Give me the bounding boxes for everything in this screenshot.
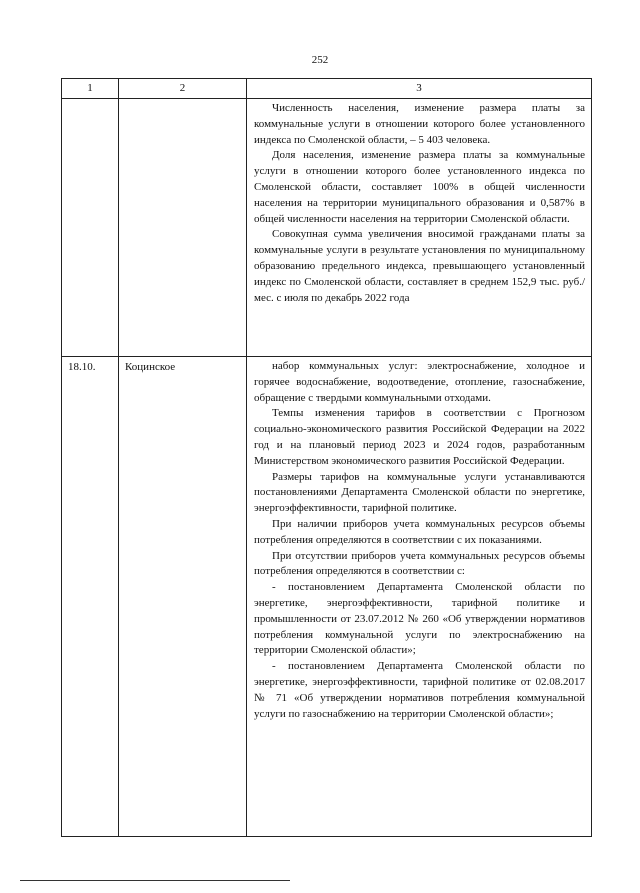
paragraph: Темпы изменения тарифов в соответствии с Прогнозом социально-экономического развития Российской Федерации на 2022 год и на плановый период 2023 и 2024 годов, разработанным Министерством экономического развития Российской Федерации. <box>254 407 585 467</box>
paragraph: При отсутствии приборов учета коммунальных ресурсов объемы потребления определяются в соответствии с: <box>254 549 585 578</box>
table-row <box>62 99 592 357</box>
row-name-cell <box>119 99 247 357</box>
column-header-3: 3 <box>247 79 592 99</box>
document-table <box>61 78 592 837</box>
paragraph: - постановлением Департамента Смоленской области по энергетике, энергоэффективности, тарифной политике и промышленности от 23.07.2012 № 260 «Об утверждении нормативов потребления коммунальной услуги по электроснабжению на территории Смоленской области»; <box>254 581 585 657</box>
row-number-cell: 18.10. <box>62 357 119 837</box>
table-header-row <box>62 79 592 99</box>
row-text-cell <box>247 357 592 837</box>
page-number: 252 <box>311 54 329 66</box>
column-header-1: 1 <box>62 79 119 99</box>
table-row <box>62 357 592 837</box>
row-text-cell <box>247 99 592 357</box>
paragraph: Совокупная сумма увеличения вносимой гражданами платы за коммунальные услуги в результате установления по муниципальному образованию предельного индекса, превышающего установленный индекс по Смоленской области, составляет в среднем 152,9 тыс. руб./мес. с июля по декабрь 2022 года <box>254 228 585 304</box>
paragraph: При наличии приборов учета коммунальных ресурсов объемы потребления определяются в соответствии с их показаниями. <box>254 517 585 546</box>
paragraph: Размеры тарифов на коммунальные услуги устанавливаются постановлениями Департамента Смоленской области по энергетике, энергоэффективности, тарифной политике. <box>254 470 585 515</box>
paragraph: - постановлением Департамента Смоленской области по энергетике, энергоэффективности, тарифной политике от 02.08.2017 № 71 «Об утверждении нормативов потребления коммунальной услуги по газоснабжению на территории Смоленской области»; <box>254 660 585 720</box>
column-header-2: 2 <box>119 79 247 99</box>
paragraph: набор коммунальных услуг: электроснабжение, холодное и горячее водоснабжение, водоотведение, отопление, газоснабжение, обращение с твердыми коммунальными отходами. <box>254 360 585 404</box>
row-name-cell: Коцинское <box>119 357 247 837</box>
paragraph: Численность населения, изменение размера платы за коммунальные услуги в отношении которого более установленного индекса по Смоленской области, – 5 403 человека. <box>254 102 585 146</box>
row-number-cell <box>62 99 119 357</box>
paragraph: Доля населения, изменение размера платы за коммунальные услуги в отношении которого более установленного индекса по Смоленской области, составляет 100% в общей численности населения на территории муниципального образования и 0,587% в общей численности населения на территории Смоленской области. <box>254 149 585 225</box>
footer-divider <box>20 880 290 881</box>
